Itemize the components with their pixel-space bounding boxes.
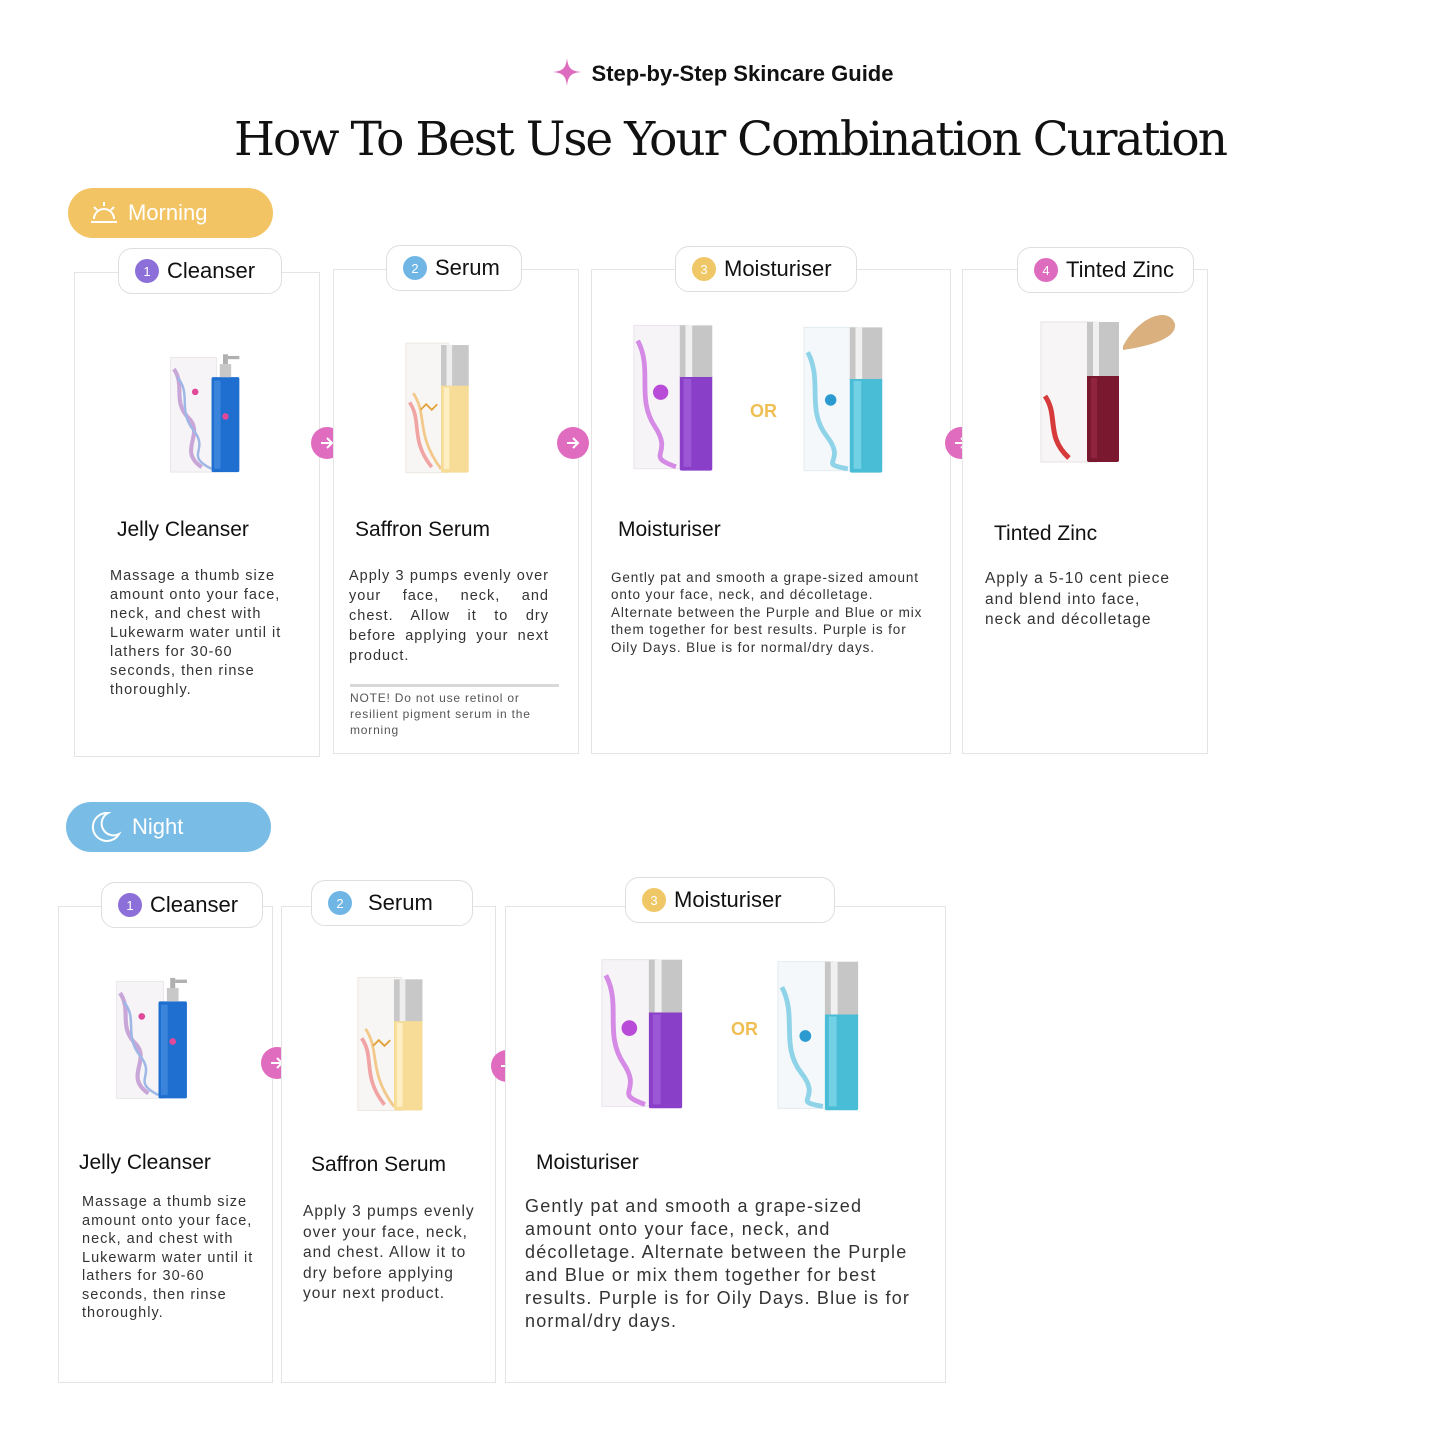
or-label: OR: [731, 1019, 758, 1039]
morning-tab-tinted-zinc: [1017, 247, 1194, 293]
morning-label: Morning: [128, 200, 208, 225]
product-name: Jelly Cleanser: [117, 518, 249, 541]
morning-card-serum: [333, 269, 579, 754]
arrow-right-icon: [557, 427, 589, 459]
night-card-moisturiser: [505, 906, 946, 1383]
jelly-cleanser-image: [169, 341, 259, 487]
step-label: Serum: [368, 890, 433, 915]
step-badge: 4: [1034, 258, 1058, 282]
product-name: Moisturiser: [618, 518, 721, 541]
tinted-zinc-image: [1039, 306, 1179, 466]
product-description: Gently pat and smooth a grape-sized amount onto your face, neck, and décolletage. Alternate between the Purple and Blue or mix them together for best results. Purple is for Oily Days. Blue is for normal/dry days.: [611, 570, 923, 655]
blue-moisturiser-image: [776, 957, 864, 1115]
morning-card-moisturiser: [591, 269, 951, 754]
morning-pill: [68, 188, 273, 238]
purple-moisturiser-image: [632, 320, 718, 476]
saffron-serum-image: [356, 967, 432, 1119]
product-name: Jelly Cleanser: [79, 1151, 211, 1174]
step-badge: 2: [328, 891, 352, 915]
step-badge: 1: [135, 259, 159, 283]
jelly-cleanser-image: [115, 965, 207, 1113]
night-pill: [66, 802, 271, 852]
blue-moisturiser-image: [802, 320, 888, 480]
night-tab-moisturiser: [625, 877, 835, 923]
step-label: Moisturiser: [724, 256, 832, 281]
product-description: Gently pat and smooth a grape-sized amount onto your face, neck, and décolletage. Alternate between the Purple and Blue or mix them together for best results. Purple is for Oily Days. Blue is for normal/dry days.: [525, 1196, 911, 1331]
guide-kicker: [0, 60, 1445, 90]
saffron-serum-image: [404, 332, 478, 482]
product-description: Apply 3 pumps evenly over your face, neck, and chest. Allow it to dry before applying your next product.: [349, 568, 549, 664]
step-label: Cleanser: [167, 258, 256, 283]
morning-tab-cleanser: [118, 248, 282, 294]
morning-tab-serum: [386, 245, 522, 291]
night-tab-serum: [311, 880, 473, 926]
night-card-cleanser: [58, 906, 273, 1383]
morning-card-tinted-zinc: [962, 269, 1208, 754]
kicker-text: Step-by-Step Skincare Guide: [591, 60, 894, 86]
product-description: Massage a thumb size amount onto your face, neck, and chest with Lukewarm water until it lathers for 30-60 seconds, then rinse thoroughly.: [82, 1194, 254, 1321]
step-badge: 1: [118, 893, 142, 917]
morning-tab-moisturiser: [675, 246, 857, 292]
step-label: Serum: [435, 255, 500, 280]
product-name: Saffron Serum: [355, 518, 491, 541]
moon-icon: [88, 810, 122, 844]
product-description: Apply 3 pumps evenly over your face, neck, and chest. Allow it to dry before applying your next product.: [303, 1203, 475, 1302]
serum-note: NOTE! Do not use retinol or resilient pigment serum in the morning: [350, 691, 531, 737]
product-description: Massage a thumb size amount onto your face, neck, and chest with Lukewarm water until it lathers for 30-60 seconds, then rinse thoroughly.: [110, 568, 282, 698]
morning-card-cleanser: [74, 272, 320, 757]
product-name: Moisturiser: [536, 1151, 639, 1174]
step-badge: 3: [642, 888, 666, 912]
page-title: How To Best Use Your Combination Curation: [234, 112, 1226, 167]
night-tab-cleanser: [101, 882, 263, 928]
sunrise-icon: [90, 201, 118, 225]
product-description: Apply a 5-10 cent piece and blend into face, neck and décolletage: [985, 570, 1170, 628]
product-name: Saffron Serum: [311, 1153, 447, 1176]
purple-moisturiser-image: [600, 955, 688, 1113]
step-label: Moisturiser: [674, 887, 782, 912]
or-label: OR: [750, 401, 777, 421]
step-badge: 3: [692, 257, 716, 281]
night-label: Night: [132, 814, 184, 839]
sparkle-icon: [552, 57, 582, 87]
step-label: Tinted Zinc: [1066, 257, 1175, 282]
step-label: Cleanser: [150, 892, 239, 917]
night-card-serum: [281, 906, 496, 1383]
step-badge: 2: [403, 256, 427, 280]
note-divider: [350, 684, 559, 687]
product-name: Tinted Zinc: [994, 522, 1098, 545]
